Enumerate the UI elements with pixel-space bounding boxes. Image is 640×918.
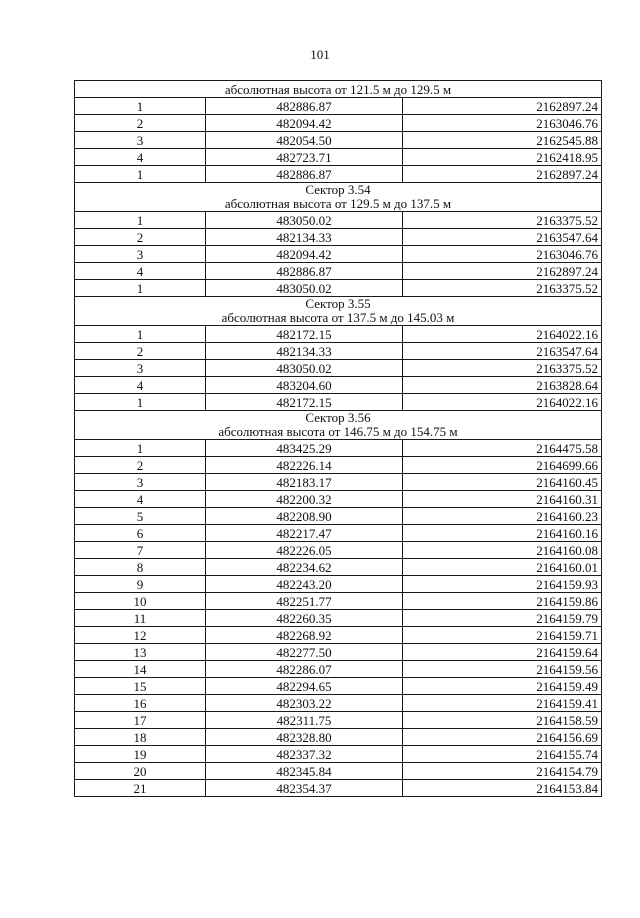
- table-row: [75, 661, 602, 678]
- table-row: [75, 246, 602, 263]
- point-number: 5: [75, 508, 206, 525]
- table-row: [75, 115, 602, 132]
- coordinate-y: 2164160.45: [403, 474, 602, 491]
- table-row: [75, 149, 602, 166]
- coordinate-y: 2163828.64: [403, 377, 602, 394]
- coordinate-x: 482260.35: [206, 610, 403, 627]
- table-row: [75, 576, 602, 593]
- table-row: [75, 440, 602, 457]
- point-number: 19: [75, 746, 206, 763]
- coordinate-x: 482226.14: [206, 457, 403, 474]
- coordinate-y: 2164159.71: [403, 627, 602, 644]
- coordinate-x: 483050.02: [206, 360, 403, 377]
- coordinate-x: 482277.50: [206, 644, 403, 661]
- coordinate-y: 2164159.93: [403, 576, 602, 593]
- point-number: 9: [75, 576, 206, 593]
- point-number: 11: [75, 610, 206, 627]
- coordinate-x: 482172.15: [206, 326, 403, 343]
- coordinate-x: 482134.33: [206, 229, 403, 246]
- point-number: 17: [75, 712, 206, 729]
- table-row: [75, 377, 602, 394]
- coordinate-y: 2163375.52: [403, 360, 602, 377]
- coordinate-y: 2162418.95: [403, 149, 602, 166]
- section-header-row: [75, 411, 602, 440]
- coordinate-x: 482311.75: [206, 712, 403, 729]
- table-row: [75, 263, 602, 280]
- point-number: 2: [75, 457, 206, 474]
- point-number: 1: [75, 440, 206, 457]
- point-number: 14: [75, 661, 206, 678]
- point-number: 15: [75, 678, 206, 695]
- coordinate-y: 2164159.64: [403, 644, 602, 661]
- coordinates-table-body: [75, 81, 602, 797]
- point-number: 1: [75, 166, 206, 183]
- point-number: 1: [75, 326, 206, 343]
- point-number: 21: [75, 780, 206, 797]
- coordinate-y: 2164160.31: [403, 491, 602, 508]
- table-row: [75, 746, 602, 763]
- point-number: 2: [75, 229, 206, 246]
- point-number: 2: [75, 343, 206, 360]
- section-header-row: [75, 81, 602, 98]
- point-number: 1: [75, 98, 206, 115]
- point-number: 1: [75, 394, 206, 411]
- coordinate-x: 482337.32: [206, 746, 403, 763]
- point-number: 1: [75, 212, 206, 229]
- table-row: [75, 678, 602, 695]
- altitude-range: абсолютная высота от 146.75 м до 154.75 м: [218, 424, 458, 439]
- point-number: 6: [75, 525, 206, 542]
- point-number: 12: [75, 627, 206, 644]
- coordinate-x: 482345.84: [206, 763, 403, 780]
- coordinate-y: 2164159.49: [403, 678, 602, 695]
- coordinate-y: 2164159.41: [403, 695, 602, 712]
- altitude-range: абсолютная высота от 137.5 м до 145.03 м: [221, 310, 455, 325]
- point-number: 3: [75, 132, 206, 149]
- coordinate-x: 482183.17: [206, 474, 403, 491]
- coordinate-x: 482354.37: [206, 780, 403, 797]
- table-row: [75, 729, 602, 746]
- coordinate-x: 483050.02: [206, 280, 403, 297]
- coordinate-y: 2164475.58: [403, 440, 602, 457]
- coordinate-y: 2164154.79: [403, 763, 602, 780]
- section-header: [75, 183, 602, 212]
- point-number: 13: [75, 644, 206, 661]
- section-header: [75, 411, 602, 440]
- table-row: [75, 491, 602, 508]
- coordinate-y: 2162897.24: [403, 263, 602, 280]
- coordinate-y: 2164156.69: [403, 729, 602, 746]
- table-row: [75, 763, 602, 780]
- table-row: [75, 627, 602, 644]
- page-number: 101: [310, 47, 330, 62]
- altitude-range: абсолютная высота от 129.5 м до 137.5 м: [224, 196, 452, 211]
- point-number: 8: [75, 559, 206, 576]
- point-number: 2: [75, 115, 206, 132]
- table-row: [75, 542, 602, 559]
- table-row: [75, 525, 602, 542]
- sector-title: Сектор 3.55: [305, 296, 371, 311]
- table-row: [75, 695, 602, 712]
- table-row: [75, 326, 602, 343]
- coordinates-table: [74, 80, 602, 797]
- section-header-row: [75, 183, 602, 212]
- coordinate-x: 483425.29: [206, 440, 403, 457]
- coordinate-x: 482234.62: [206, 559, 403, 576]
- coordinate-y: 2162897.24: [403, 166, 602, 183]
- coordinate-y: 2163375.52: [403, 212, 602, 229]
- section-header: [75, 81, 602, 98]
- table-row: [75, 212, 602, 229]
- coordinate-x: 482217.47: [206, 525, 403, 542]
- coordinate-x: 482294.65: [206, 678, 403, 695]
- coordinate-x: 483204.60: [206, 377, 403, 394]
- table-row: [75, 508, 602, 525]
- coordinate-x: 482208.90: [206, 508, 403, 525]
- coordinate-x: 482094.42: [206, 115, 403, 132]
- coordinate-y: 2164022.16: [403, 394, 602, 411]
- coordinate-x: 482094.42: [206, 246, 403, 263]
- coordinate-y: 2164160.08: [403, 542, 602, 559]
- section-header: [75, 297, 602, 326]
- table-row: [75, 394, 602, 411]
- table-row: [75, 229, 602, 246]
- coordinate-y: 2163046.76: [403, 246, 602, 263]
- coordinate-x: 482243.20: [206, 576, 403, 593]
- coordinate-x: 482251.77: [206, 593, 403, 610]
- coordinate-y: 2162897.24: [403, 98, 602, 115]
- coordinate-y: 2164160.16: [403, 525, 602, 542]
- coordinate-x: 482226.05: [206, 542, 403, 559]
- point-number: 7: [75, 542, 206, 559]
- coordinate-x: 482886.87: [206, 98, 403, 115]
- table-row: [75, 343, 602, 360]
- table-row: [75, 166, 602, 183]
- table-row: [75, 593, 602, 610]
- coordinate-x: 482286.07: [206, 661, 403, 678]
- coordinate-y: 2164159.79: [403, 610, 602, 627]
- coordinate-x: 482886.87: [206, 263, 403, 280]
- point-number: 3: [75, 360, 206, 377]
- coordinate-y: 2164160.01: [403, 559, 602, 576]
- coordinate-y: 2163046.76: [403, 115, 602, 132]
- table-row: [75, 610, 602, 627]
- point-number: 3: [75, 474, 206, 491]
- table-row: [75, 644, 602, 661]
- table-row: [75, 98, 602, 115]
- coordinate-y: 2163547.64: [403, 229, 602, 246]
- point-number: 1: [75, 280, 206, 297]
- coordinate-x: 483050.02: [206, 212, 403, 229]
- table-row: [75, 474, 602, 491]
- coordinate-y: 2164699.66: [403, 457, 602, 474]
- table-row: [75, 132, 602, 149]
- coordinate-y: 2164159.86: [403, 593, 602, 610]
- point-number: 20: [75, 763, 206, 780]
- coordinate-x: 482723.71: [206, 149, 403, 166]
- coordinate-x: 482303.22: [206, 695, 403, 712]
- coordinate-y: 2162545.88: [403, 132, 602, 149]
- point-number: 3: [75, 246, 206, 263]
- table-row: [75, 780, 602, 797]
- coordinate-y: 2164160.23: [403, 508, 602, 525]
- coordinate-y: 2164155.74: [403, 746, 602, 763]
- table-row: [75, 280, 602, 297]
- sector-title: Сектор 3.56: [305, 410, 371, 425]
- table-row: [75, 360, 602, 377]
- point-number: 10: [75, 593, 206, 610]
- coordinate-x: 482172.15: [206, 394, 403, 411]
- point-number: 16: [75, 695, 206, 712]
- coordinate-y: 2163375.52: [403, 280, 602, 297]
- point-number: 4: [75, 491, 206, 508]
- table-row: [75, 712, 602, 729]
- coordinate-x: 482886.87: [206, 166, 403, 183]
- coordinate-x: 482328.80: [206, 729, 403, 746]
- sector-title: Сектор 3.54: [305, 182, 371, 197]
- coordinate-y: 2164159.56: [403, 661, 602, 678]
- altitude-range: абсолютная высота от 121.5 м до 129.5 м: [224, 82, 452, 97]
- point-number: 18: [75, 729, 206, 746]
- coordinate-y: 2164022.16: [403, 326, 602, 343]
- coordinate-y: 2164153.84: [403, 780, 602, 797]
- coordinate-y: 2164158.59: [403, 712, 602, 729]
- table-row: [75, 559, 602, 576]
- point-number: 4: [75, 149, 206, 166]
- coordinate-x: 482200.32: [206, 491, 403, 508]
- point-number: 4: [75, 377, 206, 394]
- coordinate-x: 482268.92: [206, 627, 403, 644]
- point-number: 4: [75, 263, 206, 280]
- section-header-row: [75, 297, 602, 326]
- coordinate-x: 482134.33: [206, 343, 403, 360]
- coordinate-y: 2163547.64: [403, 343, 602, 360]
- coordinate-x: 482054.50: [206, 132, 403, 149]
- table-row: [75, 457, 602, 474]
